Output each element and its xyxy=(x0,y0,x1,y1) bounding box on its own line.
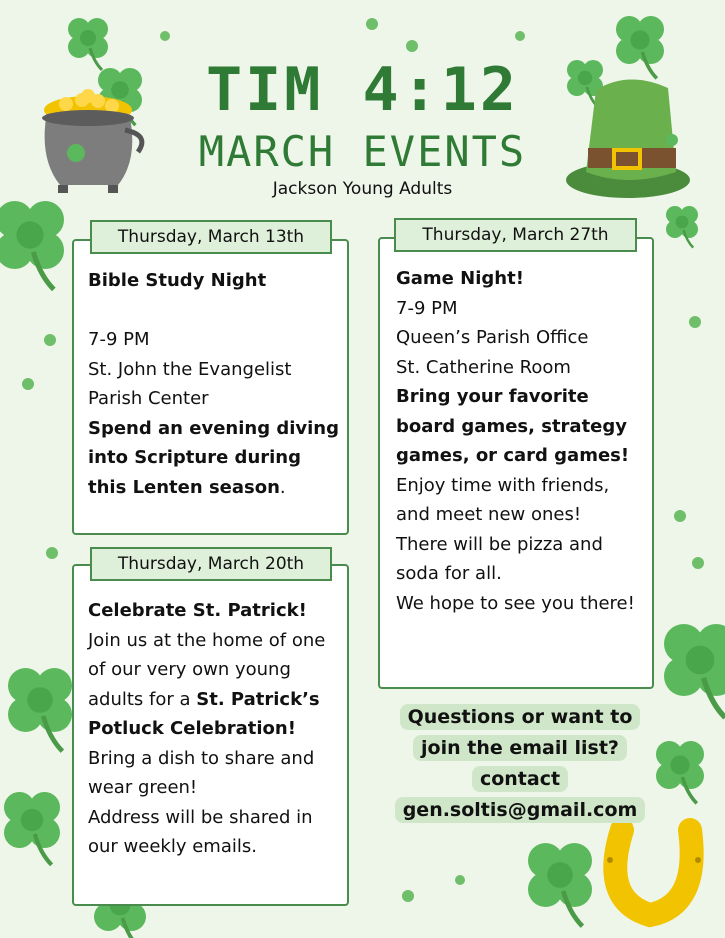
event-description-bold: Bring your favorite board games, strategy games, or card games! xyxy=(396,386,630,466)
event-description-c: Address will be shared in our weekly emails. xyxy=(88,806,313,857)
event-description-a: Enjoy time with friends, and meet new ones! xyxy=(396,474,610,525)
event-time: 7-9 PM xyxy=(396,297,458,319)
contact-line2: join the email list? xyxy=(413,735,627,761)
event-date-tab: Thursday, March 13th xyxy=(90,220,332,254)
event-description-b: There will be pizza and soda for all. xyxy=(396,533,603,584)
event-date-tab: Thursday, March 27th xyxy=(394,218,637,252)
event-name: Game Night! xyxy=(396,268,524,289)
event-location-line1: Queen’s Parish Office xyxy=(396,327,589,348)
event-body xyxy=(88,596,338,862)
page-title: TIM 4:12 xyxy=(206,55,519,125)
event-body xyxy=(396,264,646,618)
page-subtitle: MARCH EVENTS xyxy=(198,127,527,176)
contact-line3: contact xyxy=(472,766,568,792)
event-description-bold: Spend an evening diving into Scripture during this Lenten season xyxy=(88,417,340,498)
contact-box xyxy=(375,702,665,826)
group-name: Jackson Young Adults xyxy=(272,179,453,199)
event-description-end: . xyxy=(279,476,286,498)
contact-email[interactable]: gen.soltis@gmail.com xyxy=(395,797,646,823)
event-location-line2: St. Catherine Room xyxy=(396,356,571,378)
event-body xyxy=(88,266,343,502)
event-location-line2: Parish Center xyxy=(88,388,209,409)
event-location-line1: St. John the Evangelist xyxy=(88,358,292,380)
event-name: Celebrate St. Patrick! xyxy=(88,600,307,621)
event-name: Bible Study Night xyxy=(88,270,267,291)
event-description-c: We hope to see you there! xyxy=(396,592,635,614)
contact-line1: Questions or want to xyxy=(400,704,641,730)
event-description-a: Join us at the home of one of our very own young adults for a xyxy=(88,629,326,710)
event-description-bold: St. Patrick’s Potluck Celebration! xyxy=(88,688,320,739)
event-description-b: Bring a dish to share and wear green! xyxy=(88,747,315,798)
event-time: 7-9 PM xyxy=(88,329,150,350)
event-date-tab: Thursday, March 20th xyxy=(90,547,332,581)
